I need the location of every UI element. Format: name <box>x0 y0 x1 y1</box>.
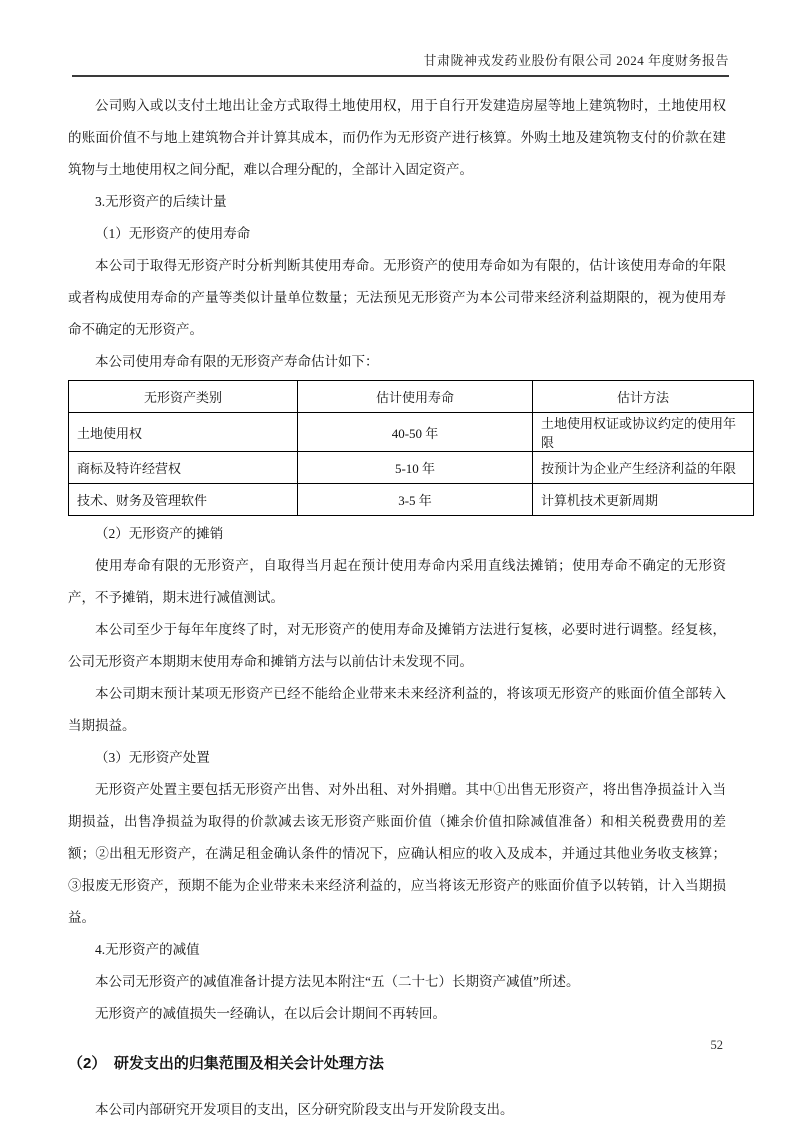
page-number: 52 <box>710 1038 723 1052</box>
cell-category: 商标及特许经营权 <box>69 452 298 484</box>
table-row <box>69 452 754 484</box>
paragraph-land-use-right: 公司购入或以支付土地出让金方式取得土地使用权，用于自行开发建造房屋等地上建筑物时，土地使用权的账面价值不与地上建筑物合并计算其成本，而仍作为无形资产进行核算。外购土地及建筑物支付的价款在建筑物与土地使用权之间分配，难以合理分配的，全部计入固定资产。 <box>68 98 726 177</box>
paragraph-write-off-to-profit: 本公司期末预计某项无形资产已经不能给企业带来未来经济利益的，将该项无形资产的账面价值全部转入当期损益。 <box>68 686 726 733</box>
table-header-estimated-life: 估计使用寿命 <box>298 381 533 413</box>
heading-rd-expenditure: （2） 研发支出的归集范围及相关会计处理方法 <box>68 1055 384 1072</box>
paragraph-impairment-no-reversal: 无形资产的减值损失一经确认，在以后会计期间不再转回。 <box>95 1006 446 1021</box>
paragraph-annual-review: 本公司至少于每年年度终了时，对无形资产的使用寿命及摊销方法进行复核，必要时进行调整。经复核，公司无形资产本期期末使用寿命和摊销方法与以前估计未发现不同。 <box>68 622 726 669</box>
table-header-row <box>69 381 754 413</box>
table-header-category: 无形资产类别 <box>69 381 298 413</box>
cell-category: 土地使用权 <box>69 413 298 452</box>
subheading-impairment: 4.无形资产的减值 <box>95 942 200 957</box>
cell-estimated-life: 3-5 年 <box>298 484 533 516</box>
cell-category: 技术、财务及管理软件 <box>69 484 298 516</box>
table-row <box>69 413 754 452</box>
intangible-assets-life-table <box>68 380 754 516</box>
paragraph-impairment-reference: 本公司无形资产的减值准备计提方法见本附注“五（二十七）长期资产减值”所述。 <box>95 974 580 989</box>
document-body <box>68 90 737 1122</box>
subheading-subsequent-measurement: 3.无形资产的后续计量 <box>95 194 227 209</box>
subheading-useful-life: （1）无形资产的使用寿命 <box>95 226 251 241</box>
cell-estimation-method: 计算机技术更新周期 <box>533 484 754 516</box>
cell-estimated-life: 5-10 年 <box>298 452 533 484</box>
paragraph-disposal-detail: 无形资产处置主要包括无形资产出售、对外出租、对外捐赠。其中①出售无形资产，将出售净损益计入当期损益，出售净损益为取得的价款减去该无形资产账面价值（摊余价值扣除减值准备）和相关税费费用的差额；②出租无形资产，在满足租金确认条件的情况下，应确认相应的收入及成本，并通过其他业务收支核算；③报废无形资产，预期不能为企业带来未来经济利益的，应当将该无形资产的账面价值予以转销，计入当期损益。 <box>68 782 726 925</box>
cell-estimated-life: 40-50 年 <box>298 413 533 452</box>
page-header-title: 甘肃陇神戎发药业股份有限公司 2024 年度财务报告 <box>72 50 729 77</box>
paragraph-useful-life-judgement: 本公司于取得无形资产时分析判断其使用寿命。无形资产的使用寿命如为有限的，估计该使用寿命的年限或者构成使用寿命的产量等类似计量单位数量；无法预见无形资产为本公司带来经济利益期限的，视为使用寿命不确定的无形资产。 <box>68 258 726 337</box>
subheading-amortization: （2）无形资产的摊销 <box>95 526 224 541</box>
subheading-disposal: （3）无形资产处置 <box>95 750 210 765</box>
paragraph-table-intro: 本公司使用寿命有限的无形资产寿命估计如下： <box>95 354 379 369</box>
cell-estimation-method: 土地使用权证或协议约定的使用年限 <box>533 413 754 452</box>
cell-estimation-method: 按预计为企业产生经济利益的年限 <box>533 452 754 484</box>
paragraph-rd-phases: 本公司内部研究开发项目的支出，区分研究阶段支出与开发阶段支出。 <box>95 1102 514 1117</box>
paragraph-amortization-method: 使用寿命有限的无形资产，自取得当月起在预计使用寿命内采用直线法摊销；使用寿命不确定的无形资产，不予摊销，期末进行减值测试。 <box>68 558 726 605</box>
table-header-estimation-method: 估计方法 <box>533 381 754 413</box>
table-row <box>69 484 754 516</box>
